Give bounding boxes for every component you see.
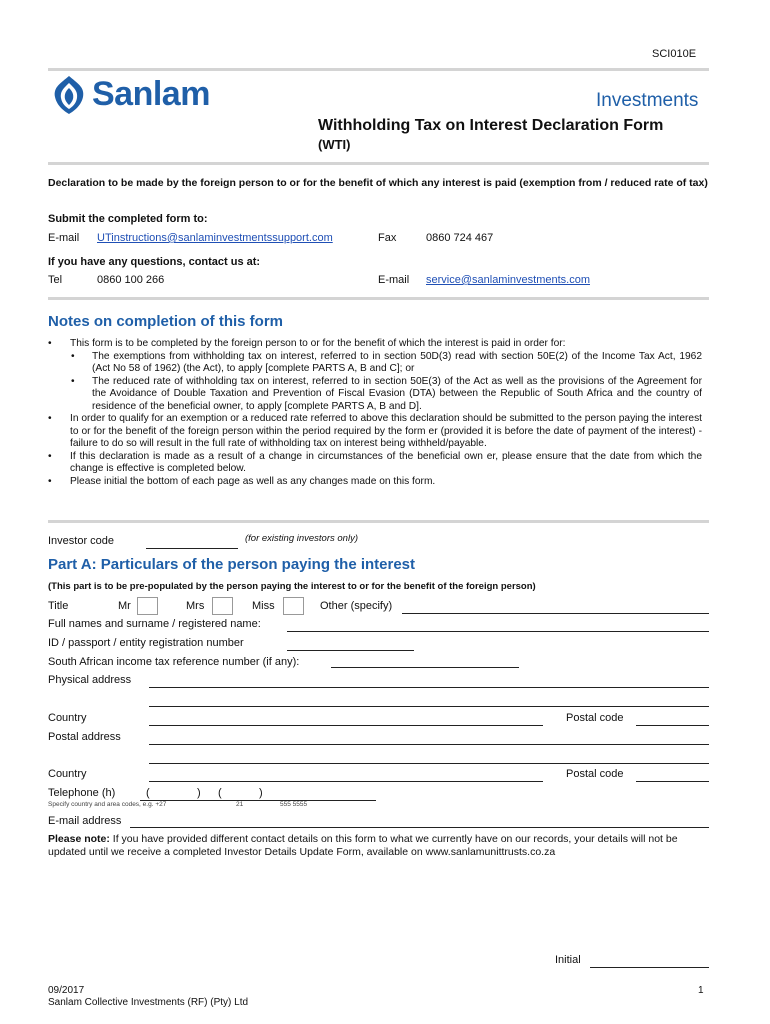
part-a-heading: Part A: Particulars of the person paying the interest (48, 556, 416, 573)
full-names-label: Full names and surname / registered name: (48, 618, 261, 630)
tax-ref-label: South African income tax reference number (if any): (48, 656, 300, 668)
page-title: Withholding Tax on Interest Declaration Form (318, 117, 664, 134)
postal-address-field-1[interactable] (149, 744, 709, 745)
country-field[interactable] (149, 725, 543, 726)
telephone-hint-number: 555 5555 (280, 801, 308, 808)
tel-number: 0860 100 266 (97, 274, 165, 286)
telephone-label: Telephone (h) (48, 787, 116, 799)
title-other-label: Other (specify) (320, 600, 393, 612)
contact-email-label: E-mail (378, 274, 410, 286)
questions-heading: If you have any questions, contact us at: (48, 256, 261, 268)
declaration-text: Declaration to be made by the foreign person to or for the benefit of which any interest is paid (exemption from / reduced rate of tax) (48, 177, 708, 189)
sanlam-logo (52, 75, 232, 117)
country-field-2[interactable] (149, 781, 543, 782)
division-label: Investments (596, 90, 699, 111)
telephone-paren: ) (197, 787, 201, 799)
investor-code-label: Investor code (48, 535, 115, 547)
telephone-hint: Specify country and area codes, e.g. +27 (48, 801, 167, 808)
title-mr-checkbox[interactable] (137, 597, 158, 615)
submit-email-label: E-mail (48, 232, 80, 244)
telephone-paren: ( (218, 787, 222, 799)
title-other-field[interactable] (402, 613, 709, 614)
intro-divider (48, 297, 709, 300)
initial-label: Initial (555, 954, 581, 966)
telephone-hint-area: 21 (236, 801, 244, 808)
fax-label: Fax (378, 232, 397, 244)
email-field[interactable] (130, 827, 709, 828)
investor-code-hint: (for existing investors only) (245, 533, 358, 544)
physical-address-label: Physical address (48, 674, 132, 686)
telephone-paren: ( (146, 787, 150, 799)
notes-heading: Notes on completion of this form (48, 313, 283, 330)
title-label: Title (48, 600, 69, 612)
physical-address-field-1[interactable] (149, 687, 709, 688)
tel-label: Tel (48, 274, 63, 286)
header-divider (48, 68, 709, 71)
tax-ref-field[interactable] (331, 667, 519, 668)
part-a-note: (This part is to be pre-populated by the person paying the interest to or for the benefit of the foreign person) (48, 581, 536, 592)
list-item: • In order to qualify for an exemption or a reduced rate referred to above this declaration should be submitted to the person paying the interest to or for the benefit of the foreign person within the period required by the form er (provided it is before the date of payment of the interest) - failure to do so will result in the full rate of withholding tax on interest being withheld/payable. (48, 413, 702, 451)
notes-divider (48, 520, 709, 523)
physical-address-field-2[interactable] (149, 706, 709, 707)
investor-code-field[interactable] (146, 548, 238, 549)
sanlam-shield-icon (52, 75, 86, 115)
title-miss-label: Miss (252, 600, 275, 612)
notes-list (48, 338, 702, 488)
list-item: • The reduced rate of withholding tax on interest, referred to in section 50E(3) of the Act as well as the provisions of the Agreement for the Avoidance of Double Taxation and Prevention of Fiscal Evasion (DTA) between the Republic of South Africa and the country of residence of the beneficial owner, to apply [complete PARTS A, B and D]. (70, 376, 702, 414)
title-divider (48, 162, 709, 165)
initial-field[interactable] (590, 967, 709, 968)
id-number-label: ID / passport / entity registration number (48, 637, 244, 649)
postal-code-field-2[interactable] (636, 781, 709, 782)
submit-heading: Submit the completed form to: (48, 213, 208, 225)
id-number-field[interactable] (287, 650, 414, 651)
country-label: Country (48, 712, 87, 724)
telephone-field[interactable] (140, 800, 376, 801)
page-subtitle: (WTI) (318, 137, 351, 152)
list-item: • The exemptions from withholding tax on interest, referred to in section 50D(3) read with section 50E(2) of the Income Tax Act, 1962 (Act No 58 of 1962) (the Act), to apply [complete PARTS A, B and C]; or (70, 351, 702, 376)
please-note-text: If you have provided different contact details on this form to what we currently have on our records, your details will not be updated until we receive a completed Investor Details Update Form, available on www.sanlamunittrusts.co.za (48, 833, 678, 858)
contact-email-link[interactable]: service@sanlaminvestments.com (426, 274, 590, 286)
country-label-2: Country (48, 768, 87, 780)
footer-date: 09/2017 (48, 985, 85, 996)
title-miss-checkbox[interactable] (283, 597, 304, 615)
title-mrs-checkbox[interactable] (212, 597, 233, 615)
title-mrs-label: Mrs (186, 600, 205, 612)
please-note (48, 833, 710, 859)
postal-code-label: Postal code (566, 712, 624, 724)
please-note-label: Please note: (48, 833, 110, 845)
list-item: • Please initial the bottom of each page as well as any changes made on this form. (48, 476, 702, 489)
full-names-field[interactable] (287, 631, 709, 632)
footer-company: Sanlam Collective Investments (RF) (Pty) Ltd (48, 997, 249, 1008)
form-code: SCI010E (652, 48, 697, 60)
email-label: E-mail address (48, 815, 122, 827)
page-number: 1 (698, 985, 704, 996)
submit-email-link[interactable]: UTinstructions@sanlaminvestmentssupport.com (97, 232, 333, 244)
list-item: • This form is to be completed by the foreign person to or for the benefit of which the interest is paid in order for: • The exemptions from withholding tax on interest, referred to in section 50D(3) read with section 50E(2) of the Income Tax Act, 1962 (Act No 58 of 1962) (the Act), to apply [complete PARTS A, B and C]; or • The reduced rate of withholding tax on interest, referred to in section 50E(3) of the Act as well as the provisions of the Agreement for the Avoidance of Double Taxation and Prevention of Fiscal Evasion (DTA) between the Republic of South Africa and the country of residence of the beneficial owner, to apply [complete PARTS A, B and D]. (48, 338, 702, 413)
postal-address-label: Postal address (48, 731, 121, 743)
postal-address-field-2[interactable] (149, 763, 709, 764)
title-mr-label: Mr (118, 600, 131, 612)
list-item: • If this declaration is made as a result of a change in circumstances of the beneficial own er, please ensure that the date from which the change is effective is completed below. (48, 451, 702, 476)
postal-code-field[interactable] (636, 725, 709, 726)
notes-sublist (70, 351, 702, 414)
brand-name: Sanlam (92, 75, 210, 113)
telephone-paren: ) (259, 787, 263, 799)
postal-code-label-2: Postal code (566, 768, 624, 780)
fax-number: 0860 724 467 (426, 232, 494, 244)
